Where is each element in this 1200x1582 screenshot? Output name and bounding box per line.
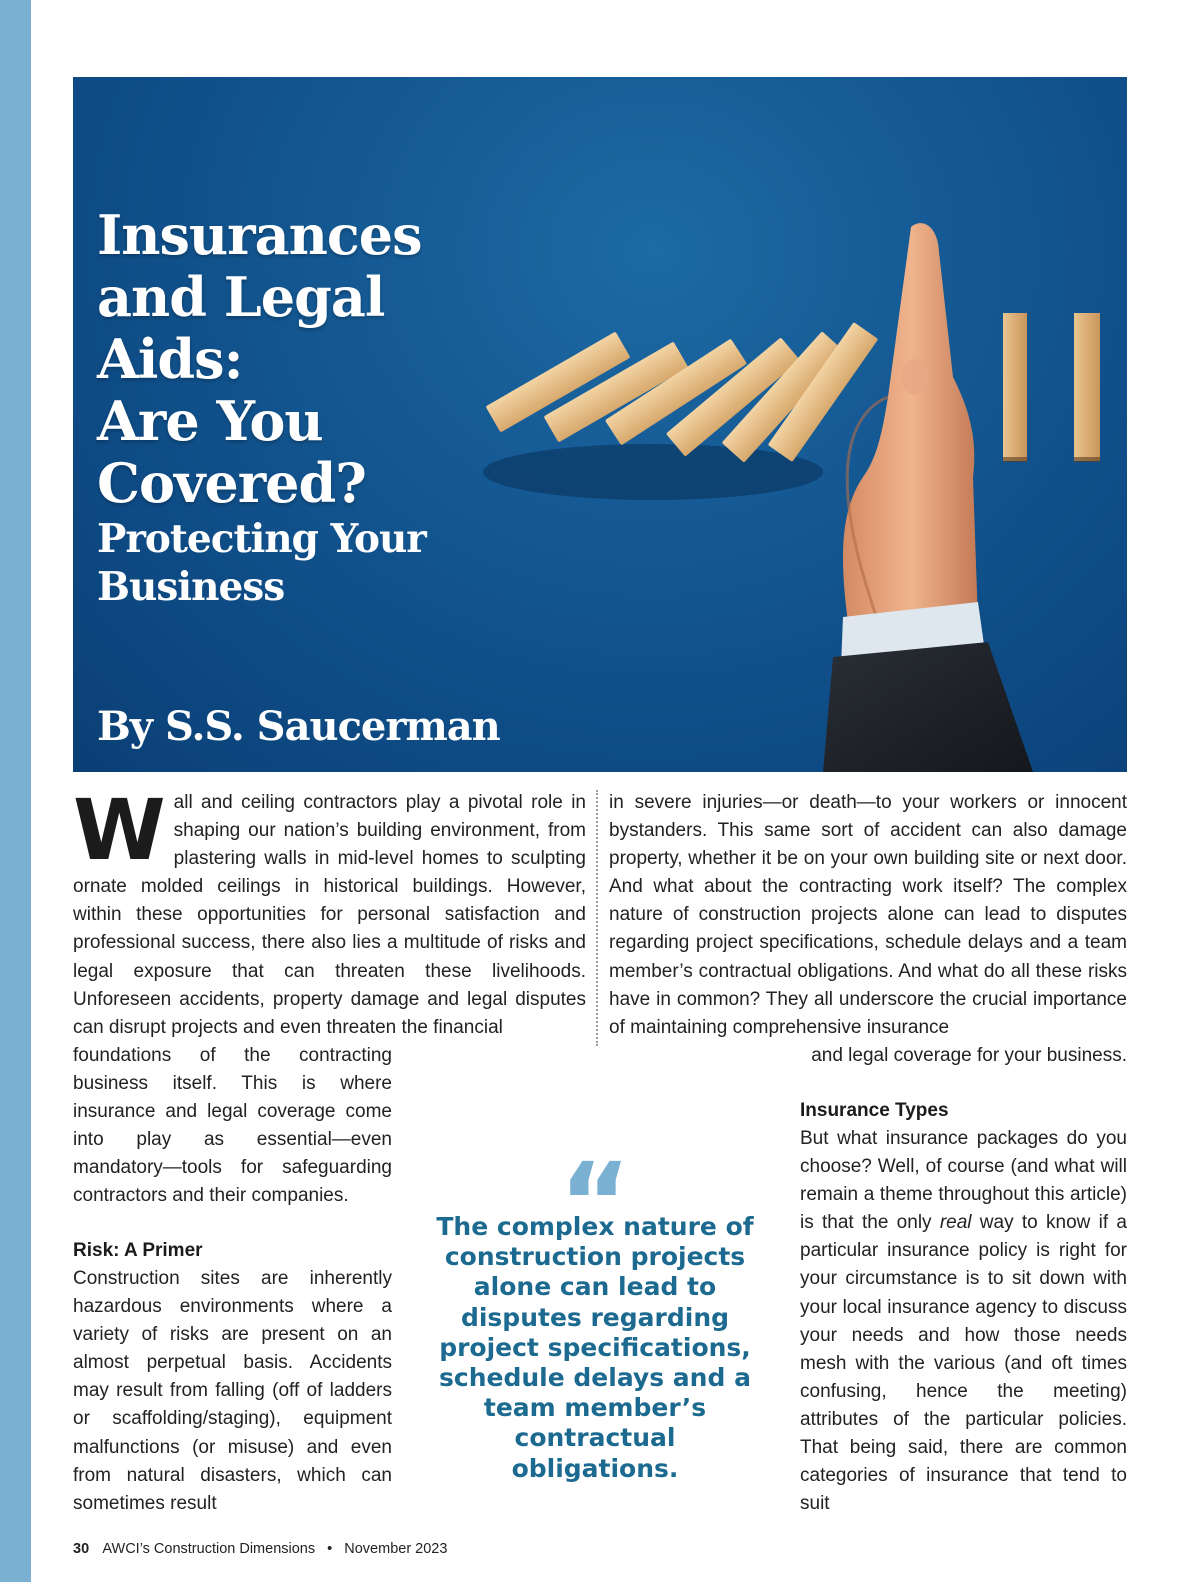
publication-name: AWCI’s Construction Dimensions (102, 1541, 316, 1557)
insurance-text-part2: way to know if a particular insurance policy is right for your circumstance is to sit down with your local insurance agency to discuss your needs and how those needs mesh with the various (and oft times confusing, hence the meeting) attributes of the particular policies. That being said, there are common categories of insurance that tend to suit (800, 1212, 1128, 1515)
title-line: Covered? (97, 451, 366, 515)
column-divider (596, 790, 598, 1046)
subtitle-line: Business (97, 564, 285, 610)
falling-dominoes (486, 322, 879, 463)
section-heading-risk: Risk: A Primer (73, 1240, 203, 1261)
side-color-bar (0, 0, 31, 1582)
article-subtitle (97, 515, 426, 611)
byline: By S.S. Saucerman (97, 703, 500, 750)
standing-dominoes (1003, 313, 1100, 462)
title-line: Are You (97, 389, 323, 453)
title-line: and Legal (97, 265, 385, 329)
intro-continued-paragraph (73, 1042, 392, 1211)
quote-mark-icon: “ (558, 1139, 632, 1267)
right-column-last-line: and legal coverage for your business. (811, 1044, 1127, 1066)
drop-cap: W (73, 781, 166, 879)
right-column-text: in severe injuries—or death—to your workers or innocent bystanders. This same sort of accident can also damage property, whether it be on your own building site or next door. And what about the contracting work itself? The complex nature of construction projects alone can lead to disputes regarding project specifications, schedule delays and a team member’s contractual obligations. And what do all these risks have in common? They all underscore the crucial importance of maintaining comprehensive insurance (609, 792, 1127, 1038)
section-heading-insurance: Insurance Types (800, 1100, 949, 1121)
intro-continued-text: foundations of the contracting business itself. This is where insurance and legal coverage come into play as essential—even mandatory—tools for safeguarding contractors and their companies. (73, 1045, 392, 1207)
insurance-section (800, 1097, 1127, 1518)
footer-separator: • (327, 1541, 333, 1557)
intro-text: all and ceiling contractors play a pivotal role in shaping our nation’s building environment, from plastering walls in mid-level homes to sculpting ornate molded ceilings in historical buildings. However, within these opportunities for personal satisfaction and professional success, there also lies a multitude of risks and legal exposure that can threaten these livelihoods. Unforeseen accidents, property damage and legal disputes can disrupt projects and even threaten the financial (73, 792, 586, 1038)
title-line: Aids: (97, 327, 243, 391)
intro-paragraph (73, 781, 586, 1042)
subtitle-line: Protecting Your (97, 516, 426, 562)
right-column-paragraph (609, 789, 1127, 1070)
hero-image (73, 77, 1127, 772)
page-number: 30 (73, 1541, 90, 1557)
issue-date: November 2023 (344, 1541, 448, 1557)
risk-section (73, 1237, 392, 1518)
title-line: Insurances (97, 203, 422, 267)
hand (823, 223, 1033, 772)
article-title (97, 204, 422, 514)
insurance-text-emphasis: real (939, 1212, 972, 1234)
insurance-text-part1: But what insurance packages do you choose? Well, of course (and what will remain a theme throughout this article) is that the only (800, 1128, 1127, 1234)
page-footer (73, 1540, 447, 1558)
risk-section-text: Construction sites are inherently hazardous environments where a variety of risks are present on an almost perpetual basis. Accidents may result from falling (off of ladders or scaffolding/staging), equipment malfunctions (or misuse) and even from natural disasters, which can sometimes result (73, 1268, 392, 1514)
pull-quote: The complex nature of construction projects alone can lead to disputes regarding project specifications, schedule delays and a team member’s contractual obligations. (436, 1212, 754, 1483)
